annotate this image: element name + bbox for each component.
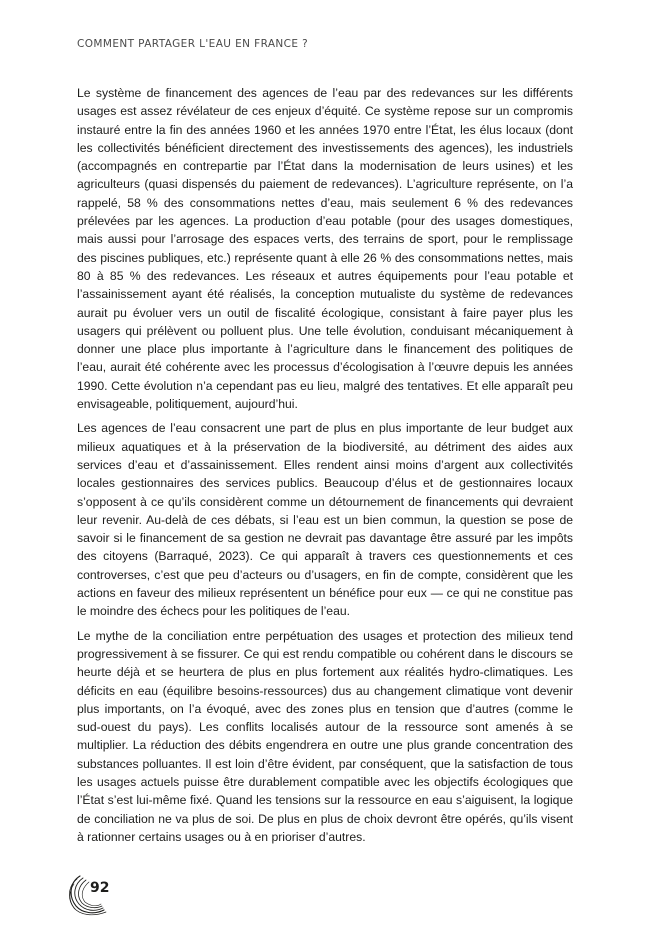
body-text xyxy=(77,84,573,852)
page-number: 92 xyxy=(90,880,110,896)
paragraph: Les agences de l’eau consacrent une part de plus en plus importante de leur budget aux milieux aquatiques et à la préservation de la biodiversité, au détriment des aides aux services d’eau et d’assainissement. Elles rendent ainsi moins d’argent aux collectivités locales gestionnaires des services publics. Beaucoup d’élus et de gestionnaires locaux s’opposent à ce qu’ils considèrent comme un détournement de financements qui devraient leur revenir. Au-delà de ces débats, si l’eau est un bien commun, la question se pose de savoir si le financement de sa gestion ne devrait pas davantage être assuré par les impôts des citoyens (Barraqué, 2023). Ce qui apparaît à travers ces questionnements et ces controverses, c’est que peu d’acteurs ou d’usagers, en fin de compte, considèrent que les actions en faveur des milieux représentent un bénéfice pour eux — ce qui ne constitue pas le moindre des échecs pour les politiques de l’eau. xyxy=(77,421,573,619)
running-head: COMMENT PARTAGER L'EAU EN FRANCE ? xyxy=(77,38,309,50)
paragraph: Le mythe de la conciliation entre perpétuation des usages et protection des milieux tend progressivement à se fissurer. Ce qui est rendu compatible ou cohérent dans le discours se heurte déjà et se heurtera de plus en plus fortement aux réalités hydro-climatiques. Les déficits en eau (équilibre besoins-ressources) dus au changement climatique vont devenir plus importants, on l’a évoqué, avec des zones plus en tension que d’autres (comme le sud-ouest du pays). Les conflits localisés autour de la ressource sont amenés à se multiplier. La réduction des débits engendrera en outre une plus grande concentration des substances polluantes. Il est loin d’être évident, par conséquent, que la satisfaction de tous les usages actuels puisse être durablement compatible avec les objectifs écologiques que l’État s’est lui-même fixé. Quand les tensions sur la ressource en eau s’aiguisent, la logique de conciliation ne va plus de soi. De plus en plus de choix devront être opérés, qu’ils visent à rationner certains usages ou à en prioriser d’autres. xyxy=(77,628,573,844)
paragraph: Le système de financement des agences de l’eau par des redevances sur les différents usages est assez révélateur de ces enjeux d’équité. Ce système repose sur un compromis instauré entre la fin des années 1960 et les années 1970 entre l’État, les élus locaux (dont les collectivités bénéficient directement des investissements des agences), les industriels (accompagnés en contrepartie par l’État dans la modernisation de leurs usines) et les agriculteurs (quasi dispensés du paiement de redevances). L’agriculture représente, on l’a rappelé, 58 % des consommations nettes d’eau, mais seulement 6 % des redevances prélevées par les agences. La production d’eau potable (pour des usages domestiques, mais aussi pour l’arrosage des espaces verts, des terrains de sport, pour le remplissage des piscines publiques, etc.) représente quant à elle 26 % des consommations nettes, mais 80 à 85 % des redevances. Les réseaux et autres équipements pour l’eau potable et l’assainissement ayant été réalisés, la conception mutualiste du système de redevances aurait pu évoluer vers un outil de fiscalité écologique, consistant à faire payer plus les usagers qui prélèvent ou polluent plus. Une telle évolution, conduisant mécaniquement à donner une place plus importante à l’agriculture dans le financement des politiques de l’eau, aurait été cohérente avec les processus d’écologisation à l’œuvre depuis les années 1990. Cette évolution n’a cependant pas eu lieu, malgré des tentatives. Et elle apparaît peu envisageable, politiquement, aujourd’hui. xyxy=(77,86,573,412)
page-marker xyxy=(66,872,122,916)
